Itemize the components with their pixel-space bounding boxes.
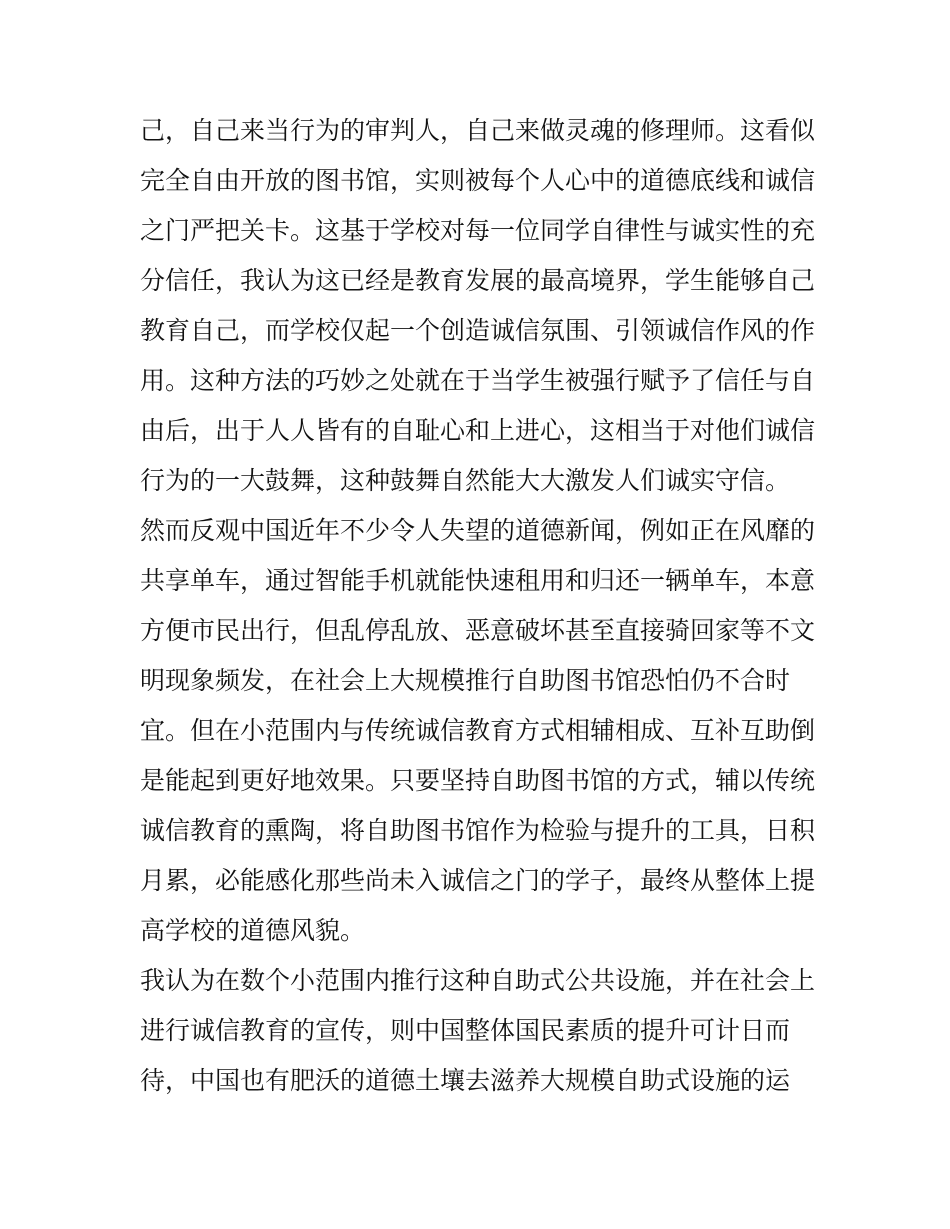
text-line: 明现象频发，在社会上大规模推行自助图书馆恐怕仍不合时 [140,666,791,695]
body-text [140,106,820,1106]
text-line: 进行诚信教育的宣传，则中国整体国民素质的提升可计日而 [140,1016,791,1045]
text-line: 高学校的道德风貌。 [140,916,366,945]
text-line: 诚信教育的熏陶，将自助图书馆作为检验与提升的工具，日积 [140,816,816,845]
text-line: 宜。但在小范围内与传统诚信教育方式相辅相成、互补互助倒 [140,716,816,745]
text-line: 共享单车，通过智能手机就能快速租用和归还一辆单车，本意 [140,566,816,595]
text-line: 我认为在数个小范围内推行这种自助式公共设施，并在社会上 [140,966,816,995]
text-line: 是能起到更好地效果。只要坚持自助图书馆的方式，辅以传统 [140,766,816,795]
text-line: 己，自己来当行为的审判人，自己来做灵魂的修理师。这看似 [140,116,816,145]
text-line: 完全自由开放的图书馆，实则被每个人心中的道德底线和诚信 [140,166,816,195]
text-line: 用。这种方法的巧妙之处就在于当学生被强行赋予了信任与自 [140,366,816,395]
text-line: 待，中国也有肥沃的道德土壤去滋养大规模自助式设施的运 [140,1066,791,1095]
text-line: 月累，必能感化那些尚未入诚信之门的学子，最终从整体上提 [140,866,816,895]
text-line: 教育自己，而学校仅起一个创造诚信氛围、引领诚信作风的作 [140,316,816,345]
text-line: 之门严把关卡。这基于学校对每一位同学自律性与诚实性的充 [140,216,816,245]
text-line: 方便市民出行，但乱停乱放、恶意破坏甚至直接骑回家等不文 [140,616,816,645]
text-line: 分信任，我认为这已经是教育发展的最高境界，学生能够自己 [140,266,816,295]
text-line: 由后，出于人人皆有的自耻心和上进心，这相当于对他们诚信 [140,416,816,445]
text-line: 行为的一大鼓舞，这种鼓舞自然能大大激发人们诚实守信。 [140,466,791,495]
text-line: 然而反观中国近年不少令人失望的道德新闻，例如正在风靡的 [140,516,816,545]
